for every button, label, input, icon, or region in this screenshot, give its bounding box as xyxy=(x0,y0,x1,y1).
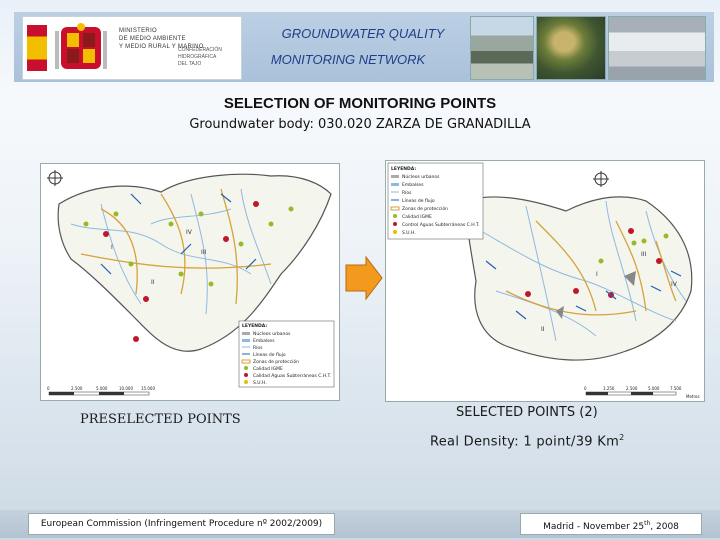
scale-label: 2.500 xyxy=(71,386,83,391)
footer-date-sup: th xyxy=(644,520,651,527)
scale-label: 15.000 xyxy=(141,386,155,391)
preselected-points-map xyxy=(40,163,340,401)
arrow-right-icon xyxy=(344,255,384,301)
footer-date-prefix: Madrid - November 25 xyxy=(543,522,645,532)
selected-points-map xyxy=(385,160,705,402)
preselected-points-label: PRESELECTED POINTS xyxy=(80,412,241,427)
zone-label: III xyxy=(201,249,207,256)
scale-label: 0 xyxy=(584,386,587,391)
legend-item: S.U.H. xyxy=(402,231,416,236)
agency-name: CONFEDERACIÓN HIDROGRÁFICA DEL TAJO xyxy=(178,47,222,67)
legend-title: LEYENDA: xyxy=(391,167,417,172)
legend-item: Calidad IGME xyxy=(253,367,283,372)
north-arrow-icon xyxy=(47,170,63,186)
zone-label: III xyxy=(641,251,647,258)
header-title xyxy=(248,26,478,67)
header-title-line2: MONITORING NETWORK xyxy=(270,52,426,67)
header-title-line1: GROUNDWATER QUALITY xyxy=(281,26,445,41)
legend-item: Calidad IGME xyxy=(402,215,432,220)
preselected-map-graphic xyxy=(41,164,339,400)
density-sup: 2 xyxy=(619,433,625,442)
left-map-scale xyxy=(47,386,155,395)
legend-item: Calidad Aguas Subterráneas C.H.T. xyxy=(253,374,332,379)
legend-item: Embalses xyxy=(402,183,424,188)
scale-label: 10.000 xyxy=(119,386,133,391)
page-title: SELECTION OF MONITORING POINTS xyxy=(223,95,497,112)
north-arrow-icon xyxy=(593,171,609,187)
real-density xyxy=(430,433,624,449)
footer-date xyxy=(520,513,702,535)
legend-item: Líneas de flujo xyxy=(253,353,286,358)
legend-item: Zonas de protección xyxy=(253,360,299,365)
density-suffix: /39 Km xyxy=(571,434,620,450)
header-photo-well xyxy=(470,16,534,80)
zone-label: IV xyxy=(671,281,677,288)
zone-label: II xyxy=(541,326,545,333)
footer-date-suffix: , 2008 xyxy=(650,522,679,532)
zone-label: I xyxy=(596,271,598,278)
scale-label: 0 xyxy=(47,386,50,391)
right-map-scale xyxy=(584,386,700,399)
legend-item: Núcleos urbanos xyxy=(253,332,291,337)
scale-label: 7.500 xyxy=(670,386,682,391)
legend-item: Líneas de flujo xyxy=(402,199,435,204)
legend-item: Control Aguas Subterráneas C.H.T. xyxy=(402,223,480,228)
zone-label: IV xyxy=(186,229,192,236)
legend-item: Embalses xyxy=(253,339,275,344)
legend-title: LEYENDA: xyxy=(242,324,268,329)
legend-item: S.U.H. xyxy=(253,381,267,386)
scale-label: 2.500 xyxy=(626,386,638,391)
density-prefix: Real Density: 1 xyxy=(430,434,537,450)
spain-flag-icon xyxy=(27,25,47,71)
zone-label: I xyxy=(111,244,113,251)
selected-map-graphic xyxy=(386,161,704,401)
scale-label: 5.000 xyxy=(96,386,108,391)
scale-label: 1.250 xyxy=(603,386,615,391)
scale-label: 5.000 xyxy=(648,386,660,391)
page-subtitle: Groundwater body: 030.020 ZARZA DE GRANADILLA xyxy=(189,117,531,132)
density-unit: point xyxy=(536,434,572,450)
legend-item: Zonas de protección xyxy=(402,207,448,212)
legend-item: Ríos xyxy=(402,191,412,196)
scale-unit: Metros xyxy=(686,394,700,399)
footer-procedure: European Commission (Infringement Procedure nº 2002/2009) xyxy=(28,513,335,535)
legend-item: Ríos xyxy=(253,346,263,351)
legend-item: Núcleos urbanos xyxy=(402,175,440,180)
coat-of-arms-icon xyxy=(53,23,109,73)
ministry-logo xyxy=(22,16,242,80)
header-photo-nature xyxy=(536,16,606,80)
selected-points-label: SELECTED POINTS (2) xyxy=(456,405,598,420)
ministry-name: MINISTERIO DE MEDIO AMBIENTE Y MEDIO RURAL Y MARINO xyxy=(119,28,204,50)
header-photo-lab xyxy=(608,16,706,80)
zone-label: II xyxy=(151,279,155,286)
